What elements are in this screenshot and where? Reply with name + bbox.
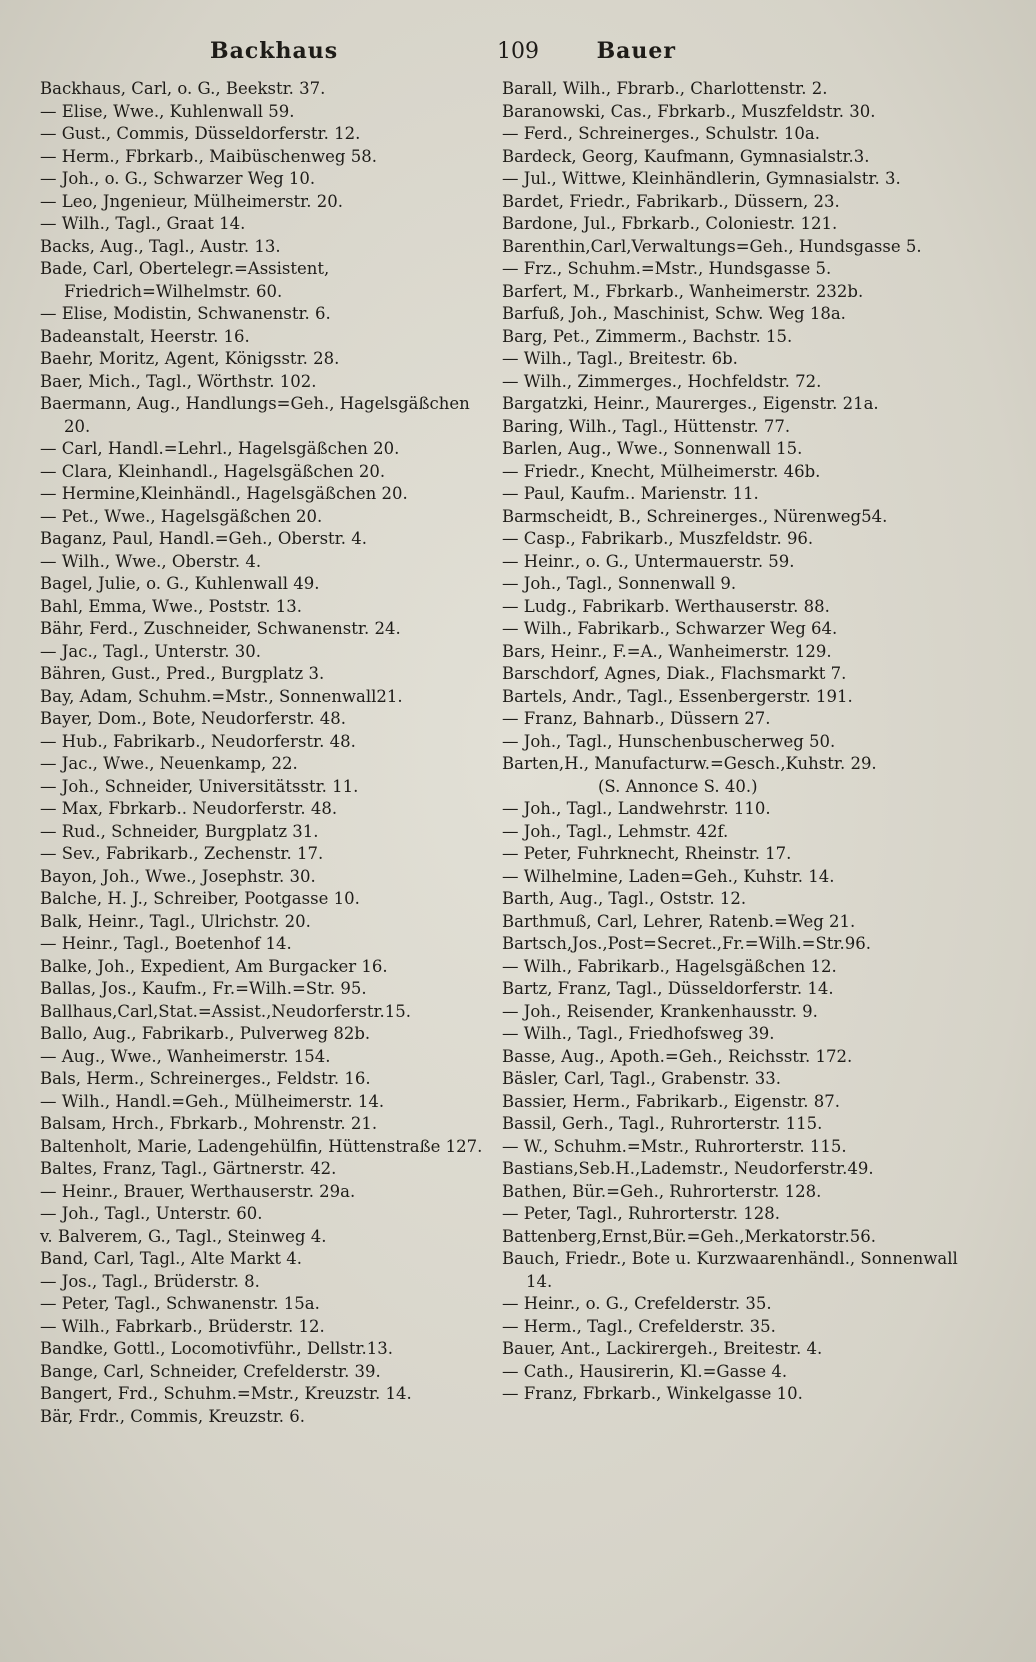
directory-entry: Barenthin,Carl,Verwaltungs=Geh., Hundsgasse 5. — [502, 236, 922, 256]
directory-entry: Bähren, Gust., Pred., Burgplatz 3. — [40, 664, 325, 683]
directory-entry: Barall, Wilh., Fbrarb., Charlottenstr. 2. — [502, 79, 828, 98]
directory-entry: — Heinr., Tagl., Boetenhof 14. — [40, 934, 292, 953]
directory-entry: Band, Carl, Tagl., Alte Markt 4. — [40, 1249, 302, 1268]
directory-entry: — Wilh., Tagl., Breitestr. 6b. — [502, 349, 738, 368]
directory-entry: — Hub., Fabrikarb., Neudorferstr. 48. — [40, 731, 356, 751]
directory-entry: — Pet., Wwe., Hagelsgäßchen 20. — [40, 506, 323, 526]
directory-entry: — Carl, Handl.=Lehrl., Hagelsgäßchen 20. — [40, 439, 400, 458]
directory-entry: — Jul., Wittwe, Kleinhändlerin, Gymnasialstr. 3. — [502, 169, 901, 188]
directory-entry: — Joh., Tagl., Lehmstr. 42f. — [502, 821, 729, 841]
directory-entry: Baer, Mich., Tagl., Wörthstr. 102. — [40, 371, 317, 391]
directory-entry: Bardeck, Georg, Kaufmann, Gymnasialstr.3. — [502, 146, 870, 166]
directory-entry: Bardet, Friedr., Fabrikarb., Düssern, 23. — [502, 191, 840, 211]
right-column — [502, 78, 970, 1406]
directory-entry: Bargatzki, Heinr., Maurerges., Eigenstr. 21a. — [502, 394, 879, 413]
directory-entry: Bagel, Julie, o. G., Kuhlenwall 49. — [40, 574, 320, 593]
directory-entry: Barg, Pet., Zimmerm., Bachstr. 15. — [502, 326, 793, 346]
directory-entry: — W., Schuhm.=Mstr., Ruhrorterstr. 115. — [502, 1136, 847, 1156]
directory-entry: — Herm., Fbrkarb., Maibüschenweg 58. — [40, 146, 377, 166]
directory-entry: — Leo, Jngenieur, Mülheimerstr. 20. — [40, 191, 343, 211]
directory-entry: — Jac., Wwe., Neuenkamp, 22. — [40, 754, 298, 773]
directory-entry: Backs, Aug., Tagl., Austr. 13. — [40, 236, 281, 256]
directory-entry: Ballhaus,Carl,Stat.=Assist.,Neudorferstr.15. — [40, 1001, 412, 1021]
directory-entry: Battenberg,Ernst,Bür.=Geh.,Merkatorstr.56. — [502, 1226, 876, 1246]
directory-entry: Baermann, Aug., Handlungs=Geh., Hagelsgäßchen 20. — [40, 394, 470, 436]
directory-entry: — Hermine,Kleinhändl., Hagelsgäßchen 20. — [40, 484, 408, 503]
directory-entry: — Franz, Fbrkarb., Winkelgasse 10. — [502, 1384, 803, 1403]
directory-entry: Bayon, Joh., Wwe., Josephstr. 30. — [40, 866, 316, 886]
directory-entry: Bals, Herm., Schreinerges., Feldstr. 16. — [40, 1069, 371, 1088]
directory-entry: — Ludg., Fabrikarb. Werthauserstr. 88. — [502, 596, 830, 616]
directory-entry: — Wilh., Wwe., Oberstr. 4. — [40, 551, 262, 571]
page-number: 109 — [497, 38, 539, 64]
directory-entry: Barfert, M., Fbrkarb., Wanheimerstr. 232b. — [502, 281, 864, 301]
directory-entry: Bade, Carl, Obertelegr.=Assistent, Friedrich=Wilhelmstr. 60. — [40, 259, 330, 301]
directory-entry: — Jos., Tagl., Brüderstr. 8. — [40, 1271, 260, 1291]
directory-entry: Baring, Wilh., Tagl., Hüttenstr. 77. — [502, 416, 791, 436]
directory-entry: Barlen, Aug., Wwe., Sonnenwall 15. — [502, 439, 803, 458]
directory-entry: — Wilh., Tagl., Friedhofsweg 39. — [502, 1024, 775, 1043]
directory-entry: — Wilh., Fabrikarb., Schwarzer Weg 64. — [502, 619, 838, 638]
directory-entry: Bauch, Friedr., Bote u. Kurzwaarenhändl., Sonnenwall 14. — [502, 1249, 958, 1291]
directory-entry: — Heinr., o. G., Untermauerstr. 59. — [502, 551, 795, 571]
directory-entry: — Heinr., o. G., Crefelderstr. 35. — [502, 1294, 772, 1313]
directory-entry: — Wilh., Zimmerges., Hochfeldstr. 72. — [502, 371, 822, 391]
directory-entry: — Herm., Tagl., Crefelderstr. 35. — [502, 1316, 776, 1336]
directory-entry: Baehr, Moritz, Agent, Königsstr. 28. — [40, 349, 340, 368]
directory-entry: Balk, Heinr., Tagl., Ulrichstr. 20. — [40, 911, 311, 931]
directory-entry: Bartsch,Jos.,Post=Secret.,Fr.=Wilh.=Str.96. — [502, 934, 871, 953]
directory-entry: Basse, Aug., Apoth.=Geh., Reichsstr. 172. — [502, 1046, 853, 1066]
directory-entry: — Peter, Tagl., Ruhrorterstr. 128. — [502, 1204, 781, 1223]
directory-entry: Bartz, Franz, Tagl., Düsseldorferstr. 14. — [502, 979, 834, 998]
directory-entry: — Gust., Commis, Düsseldorferstr. 12. — [40, 124, 361, 143]
directory-entry: — Max, Fbrkarb.. Neudorferstr. 48. — [40, 799, 338, 818]
directory-entry: Bars, Heinr., F.=A., Wanheimerstr. 129. — [502, 641, 832, 661]
directory-entry: Badeanstalt, Heerstr. 16. — [40, 326, 250, 346]
directory-entry: Bay, Adam, Schuhm.=Mstr., Sonnenwall21. — [40, 686, 403, 706]
directory-entry: Bastians,Seb.H.,Lademstr., Neudorferstr.49. — [502, 1159, 874, 1178]
left-column — [40, 78, 500, 1428]
directory-entry: — Friedr., Knecht, Mülheimerstr. 46b. — [502, 461, 821, 481]
directory-entry: Baltenholt, Marie, Ladengehülfin, Hüttenstraße 127. — [40, 1136, 483, 1156]
directory-entry: Barmscheidt, B., Schreinerges., Nürenweg54. — [502, 506, 888, 526]
directory-entry: — Franz, Bahnarb., Düssern 27. — [502, 709, 771, 728]
directory-entry: Bähr, Ferd., Zuschneider, Schwanenstr. 24. — [40, 619, 401, 638]
directory-entry: Bauer, Ant., Lackirergeh., Breitestr. 4. — [502, 1339, 823, 1358]
directory-entry: Backhaus, Carl, o. G., Beekstr. 37. — [40, 79, 326, 98]
directory-entry: Bange, Carl, Schneider, Crefelderstr. 39. — [40, 1361, 381, 1381]
directory-entry: — Clara, Kleinhandl., Hagelsgäßchen 20. — [40, 461, 386, 481]
directory-entry: Bathen, Bür.=Geh., Ruhrorterstr. 128. — [502, 1181, 822, 1201]
directory-entry: — Joh., Tagl., Hunschenbuscherweg 50. — [502, 731, 836, 751]
directory-entry: — Peter, Fuhrknecht, Rheinstr. 17. — [502, 844, 792, 863]
directory-entry: Barten,H., Manufacturw.=Gesch.,Kuhstr. 29. — [502, 754, 877, 773]
directory-entry: — Rud., Schneider, Burgplatz 31. — [40, 821, 319, 841]
directory-entry: — Joh., Tagl., Sonnenwall 9. — [502, 574, 737, 593]
directory-entry: — Joh., Reisender, Krankenhausstr. 9. — [502, 1001, 818, 1021]
page-header — [40, 34, 996, 68]
directory-entry: Balche, H. J., Schreiber, Pootgasse 10. — [40, 889, 360, 908]
directory-entry: — Jac., Tagl., Unterstr. 30. — [40, 641, 262, 661]
directory-entry: Balke, Joh., Expedient, Am Burgacker 16. — [40, 956, 388, 976]
directory-entry: — Ferd., Schreinerges., Schulstr. 10a. — [502, 124, 820, 143]
directory-entry: Barfuß, Joh., Maschinist, Schw. Weg 18a. — [502, 304, 846, 323]
directory-entry: Bayer, Dom., Bote, Neudorferstr. 48. — [40, 709, 346, 728]
directory-entry: — Elise, Wwe., Kuhlenwall 59. — [40, 101, 295, 121]
directory-entry: — Aug., Wwe., Wanheimerstr. 154. — [40, 1046, 331, 1066]
directory-entry: Balsam, Hrch., Fbrkarb., Mohrenstr. 21. — [40, 1114, 378, 1133]
directory-entry: Ballo, Aug., Fabrikarb., Pulverweg 82b. — [40, 1024, 371, 1043]
directory-entry: Bandke, Gottl., Locomotivführ., Dellstr.13. — [40, 1339, 394, 1358]
directory-entry: — Wilh., Tagl., Graat 14. — [40, 214, 246, 233]
directory-entry: Baltes, Franz, Tagl., Gärtnerstr. 42. — [40, 1159, 337, 1178]
directory-entry: — Cath., Hausirerin, Kl.=Gasse 4. — [502, 1361, 788, 1381]
directory-entry: Barth, Aug., Tagl., Oststr. 12. — [502, 889, 747, 908]
directory-entry: — Wilh., Fabrikarb., Hagelsgäßchen 12. — [502, 956, 837, 976]
directory-entry: — Frz., Schuhm.=Mstr., Hundsgasse 5. — [502, 259, 832, 278]
directory-entry: — Sev., Fabrikarb., Zechenstr. 17. — [40, 844, 324, 863]
directory-entry: — Wilh., Handl.=Geh., Mülheimerstr. 14. — [40, 1091, 385, 1111]
directory-entry: Bassier, Herm., Fabrikarb., Eigenstr. 87. — [502, 1091, 841, 1111]
directory-entry: — Casp., Fabrikarb., Muszfeldstr. 96. — [502, 529, 814, 548]
directory-entry: — Joh., o. G., Schwarzer Weg 10. — [40, 169, 316, 188]
directory-entry: Bartels, Andr., Tagl., Essenbergerstr. 191. — [502, 686, 853, 706]
directory-entry: — Joh., Tagl., Landwehrstr. 110. — [502, 799, 771, 818]
directory-entry: — Heinr., Brauer, Werthauserstr. 29a. — [40, 1181, 356, 1201]
header-left-keyword: Backhaus — [210, 38, 339, 64]
directory-entry: Bär, Frdr., Commis, Kreuzstr. 6. — [40, 1406, 306, 1426]
directory-entry: Barschdorf, Agnes, Diak., Flachsmarkt 7. — [502, 664, 847, 683]
directory-entry: — Paul, Kaufm.. Marienstr. 11. — [502, 484, 759, 503]
directory-entry: — Wilhelmine, Laden=Geh., Kuhstr. 14. — [502, 866, 835, 886]
directory-entry: v. Balverem, G., Tagl., Steinweg 4. — [40, 1226, 327, 1246]
directory-entry: — Wilh., Fabrkarb., Brüderstr. 12. — [40, 1316, 325, 1336]
directory-entry: Bangert, Frd., Schuhm.=Mstr., Kreuzstr. 14. — [40, 1384, 412, 1403]
directory-entry: — Joh., Tagl., Unterstr. 60. — [40, 1204, 263, 1223]
directory-entry: Bassil, Gerh., Tagl., Ruhrorterstr. 115. — [502, 1114, 823, 1133]
directory-entry: (S. Annonce S. 40.) — [598, 776, 758, 796]
directory-entry: Baranowski, Cas., Fbrkarb., Muszfeldstr. 30. — [502, 101, 876, 121]
directory-entry: Bahl, Emma, Wwe., Poststr. 13. — [40, 596, 302, 616]
directory-entry: Baganz, Paul, Handl.=Geh., Oberstr. 4. — [40, 529, 367, 548]
directory-entry: Barthmuß, Carl, Lehrer, Ratenb.=Weg 21. — [502, 911, 856, 931]
header-right-keyword: Bauer — [596, 38, 676, 64]
directory-entry: Bardone, Jul., Fbrkarb., Coloniestr. 121. — [502, 214, 838, 233]
directory-entry: Bäsler, Carl, Tagl., Grabenstr. 33. — [502, 1069, 782, 1088]
directory-entry: — Elise, Modistin, Schwanenstr. 6. — [40, 304, 331, 323]
directory-entry: — Joh., Schneider, Universitätsstr. 11. — [40, 776, 359, 796]
directory-entry: — Peter, Tagl., Schwanenstr. 15a. — [40, 1294, 320, 1313]
directory-entry: Ballas, Jos., Kaufm., Fr.=Wilh.=Str. 95. — [40, 979, 367, 998]
